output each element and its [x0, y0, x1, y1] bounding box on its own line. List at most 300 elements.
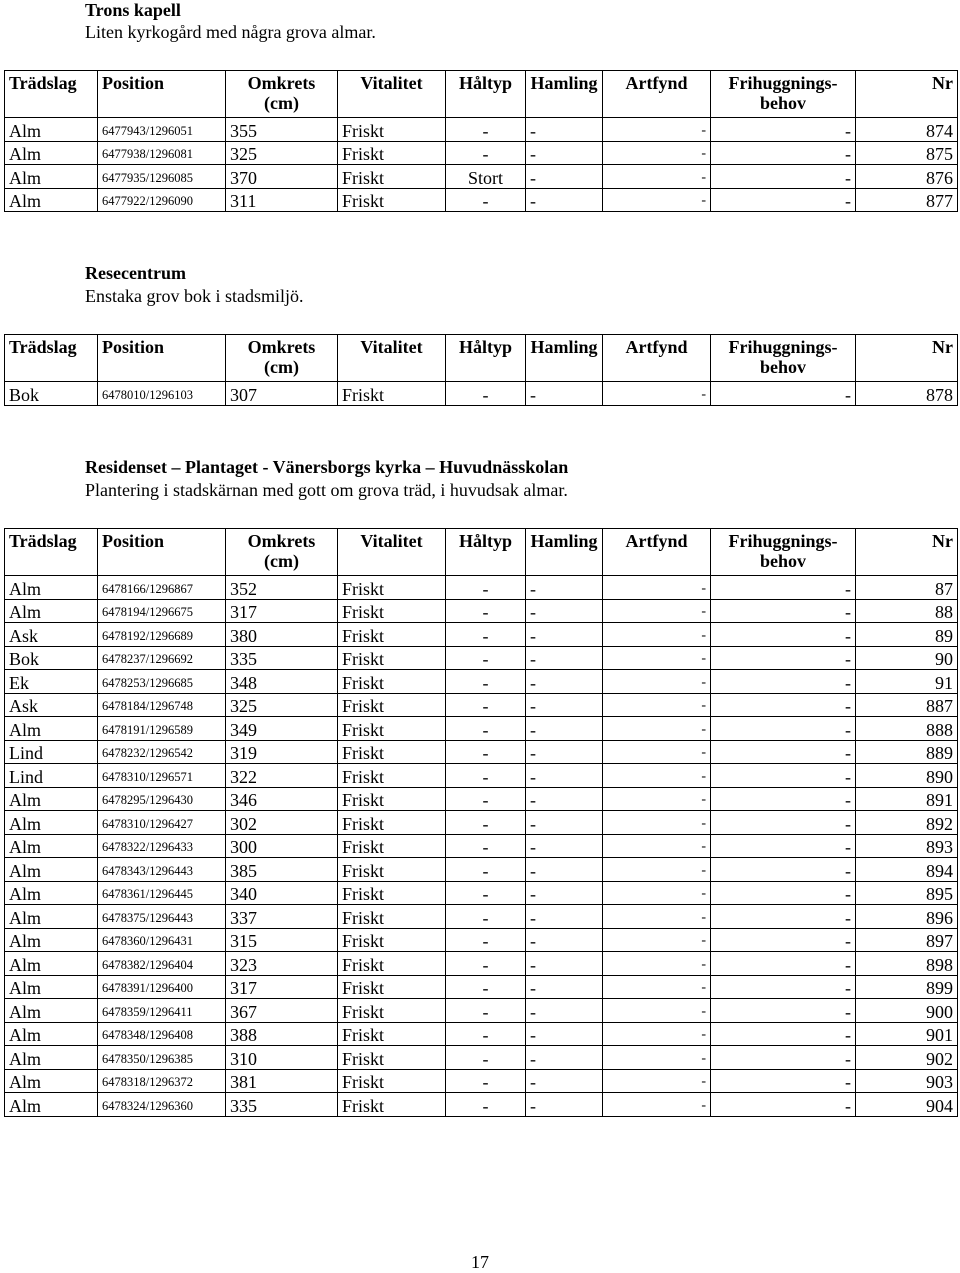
header-nr [856, 335, 958, 382]
cell-vitality: Friskt [338, 1046, 446, 1070]
cell-position: 6478361/1296445 [98, 881, 226, 905]
table-row [5, 975, 958, 999]
cell-finds: - [603, 881, 711, 905]
cell-species: Alm [5, 881, 98, 905]
cell-vitality: Friskt [338, 811, 446, 835]
header-circumference-line: Omkrets [247, 337, 316, 357]
cell-vitality: Friskt [338, 975, 446, 999]
header-vitality [338, 529, 446, 576]
cell-nr: 897 [856, 928, 958, 952]
cell-species: Alm [5, 576, 98, 600]
cell-release: - [711, 881, 856, 905]
cell-position: 6478166/1296867 [98, 576, 226, 600]
cell-circumference: 325 [226, 693, 338, 717]
cell-species: Alm [5, 717, 98, 741]
table-row [5, 1022, 958, 1046]
cell-species: Alm [5, 141, 98, 165]
header-vitality [338, 335, 446, 382]
cell-nr: 876 [856, 165, 958, 189]
header-circumference-line: (cm) [264, 357, 299, 377]
cell-circumference: 348 [226, 670, 338, 694]
cell-pollard: - [526, 952, 603, 976]
header-finds [603, 71, 711, 118]
cell-finds: - [603, 858, 711, 882]
cell-cavity: - [446, 717, 526, 741]
cell-cavity: - [446, 623, 526, 647]
cell-pollard: - [526, 623, 603, 647]
table-row [5, 928, 958, 952]
cell-pollard: - [526, 188, 603, 212]
cell-pollard: - [526, 717, 603, 741]
cell-finds: - [603, 834, 711, 858]
cell-pollard: - [526, 928, 603, 952]
cell-release: - [711, 670, 856, 694]
cell-vitality: Friskt [338, 952, 446, 976]
cell-species: Bok [5, 382, 98, 406]
cell-finds: - [603, 1046, 711, 1070]
cell-vitality: Friskt [338, 141, 446, 165]
table-row [5, 646, 958, 670]
cell-nr: 894 [856, 858, 958, 882]
cell-species: Bok [5, 646, 98, 670]
cell-finds: - [603, 1022, 711, 1046]
header-finds [603, 529, 711, 576]
table-row [5, 118, 958, 142]
cell-nr: 888 [856, 717, 958, 741]
table-row [5, 1093, 958, 1117]
cell-finds: - [603, 165, 711, 189]
header-release-line: behov [759, 357, 806, 377]
cell-vitality: Friskt [338, 599, 446, 623]
tree-table [4, 334, 958, 406]
header-species-line: Trädslag [9, 531, 77, 551]
cell-pollard: - [526, 382, 603, 406]
cell-cavity: - [446, 740, 526, 764]
cell-circumference: 346 [226, 787, 338, 811]
cell-finds: - [603, 905, 711, 929]
cell-position: 6478237/1296692 [98, 646, 226, 670]
cell-vitality: Friskt [338, 764, 446, 788]
table-row [5, 787, 958, 811]
cell-circumference: 319 [226, 740, 338, 764]
table-row [5, 1069, 958, 1093]
cell-cavity: - [446, 646, 526, 670]
table-header-row [5, 335, 958, 382]
cell-release: - [711, 811, 856, 835]
cell-nr: 887 [856, 693, 958, 717]
cell-cavity: - [446, 764, 526, 788]
cell-position: 6478375/1296443 [98, 905, 226, 929]
cell-finds: - [603, 141, 711, 165]
cell-position: 6478359/1296411 [98, 999, 226, 1023]
cell-circumference: 380 [226, 623, 338, 647]
header-release-line: behov [759, 93, 806, 113]
cell-pollard: - [526, 975, 603, 999]
cell-release: - [711, 1093, 856, 1117]
cell-position: 6478253/1296685 [98, 670, 226, 694]
cell-nr: 88 [856, 599, 958, 623]
cell-pollard: - [526, 858, 603, 882]
header-cavity [446, 71, 526, 118]
cell-species: Alm [5, 1046, 98, 1070]
cell-pollard: - [526, 999, 603, 1023]
cell-finds: - [603, 717, 711, 741]
cell-cavity: - [446, 118, 526, 142]
cell-circumference: 302 [226, 811, 338, 835]
cell-circumference: 317 [226, 599, 338, 623]
header-pollard-line: Hamling [530, 337, 598, 357]
cell-species: Alm [5, 858, 98, 882]
header-nr-line: Nr [932, 73, 953, 93]
cell-position: 6478010/1296103 [98, 382, 226, 406]
cell-nr: 878 [856, 382, 958, 406]
cell-vitality: Friskt [338, 834, 446, 858]
section-description: Enstaka grov bok i stadsmiljö. [85, 286, 304, 306]
header-pollard [526, 335, 603, 382]
header-species [5, 71, 98, 118]
cell-pollard: - [526, 764, 603, 788]
cell-species: Alm [5, 1093, 98, 1117]
header-pollard [526, 529, 603, 576]
cell-circumference: 307 [226, 382, 338, 406]
cell-finds: - [603, 952, 711, 976]
cell-vitality: Friskt [338, 740, 446, 764]
cell-species: Alm [5, 787, 98, 811]
table-row [5, 382, 958, 406]
cell-finds: - [603, 999, 711, 1023]
cell-nr: 901 [856, 1022, 958, 1046]
cell-species: Alm [5, 975, 98, 999]
cell-circumference: 385 [226, 858, 338, 882]
cell-position: 6478318/1296372 [98, 1069, 226, 1093]
cell-release: - [711, 599, 856, 623]
cell-nr: 903 [856, 1069, 958, 1093]
cell-vitality: Friskt [338, 670, 446, 694]
header-vitality-line: Vitalitet [360, 73, 423, 93]
cell-cavity: - [446, 787, 526, 811]
header-species [5, 335, 98, 382]
header-position-line: Position [102, 531, 165, 551]
section-title: Residenset – Plantaget - Vänersborgs kyrka – Huvudnässkolan [85, 457, 569, 477]
cell-position: 6478382/1296404 [98, 952, 226, 976]
header-release [711, 71, 856, 118]
cell-release: - [711, 834, 856, 858]
cell-pollard: - [526, 165, 603, 189]
header-nr-line: Nr [932, 531, 953, 551]
cell-position: 6478348/1296408 [98, 1022, 226, 1046]
cell-release: - [711, 382, 856, 406]
cell-pollard: - [526, 646, 603, 670]
cell-circumference: 340 [226, 881, 338, 905]
cell-pollard: - [526, 576, 603, 600]
header-release-line: behov [759, 551, 806, 571]
cell-nr: 90 [856, 646, 958, 670]
cell-nr: 899 [856, 975, 958, 999]
cell-nr: 877 [856, 188, 958, 212]
cell-position: 6478310/1296571 [98, 764, 226, 788]
table-row [5, 905, 958, 929]
cell-circumference: 311 [226, 188, 338, 212]
cell-species: Ask [5, 623, 98, 647]
cell-pollard: - [526, 599, 603, 623]
cell-nr: 896 [856, 905, 958, 929]
table-header-row [5, 529, 958, 576]
cell-cavity: - [446, 670, 526, 694]
cell-position: 6478324/1296360 [98, 1093, 226, 1117]
cell-cavity: - [446, 693, 526, 717]
header-nr [856, 529, 958, 576]
cell-pollard: - [526, 1069, 603, 1093]
cell-vitality: Friskt [338, 1022, 446, 1046]
header-pollard-line: Hamling [530, 73, 598, 93]
cell-position: 6477938/1296081 [98, 141, 226, 165]
cell-finds: - [603, 576, 711, 600]
cell-finds: - [603, 670, 711, 694]
cell-circumference: 367 [226, 999, 338, 1023]
cell-vitality: Friskt [338, 576, 446, 600]
header-position [98, 71, 226, 118]
cell-position: 6478360/1296431 [98, 928, 226, 952]
table-row [5, 811, 958, 835]
cell-cavity: - [446, 905, 526, 929]
cell-finds: - [603, 118, 711, 142]
cell-pollard: - [526, 1093, 603, 1117]
cell-vitality: Friskt [338, 693, 446, 717]
cell-release: - [711, 905, 856, 929]
cell-species: Ask [5, 693, 98, 717]
table-row [5, 952, 958, 976]
table-row [5, 999, 958, 1023]
header-release [711, 335, 856, 382]
cell-release: - [711, 623, 856, 647]
cell-cavity: - [446, 881, 526, 905]
header-nr-line: Nr [932, 337, 953, 357]
header-pollard [526, 71, 603, 118]
header-circumference-line: Omkrets [247, 73, 316, 93]
header-release-line: Frihuggnings- [728, 73, 838, 93]
cell-cavity: - [446, 382, 526, 406]
cell-circumference: 325 [226, 141, 338, 165]
cell-nr: 889 [856, 740, 958, 764]
header-circumference-line: (cm) [264, 93, 299, 113]
cell-species: Lind [5, 740, 98, 764]
cell-finds: - [603, 188, 711, 212]
header-vitality-line: Vitalitet [360, 337, 423, 357]
cell-position: 6478350/1296385 [98, 1046, 226, 1070]
cell-cavity: - [446, 928, 526, 952]
cell-cavity: - [446, 834, 526, 858]
cell-finds: - [603, 787, 711, 811]
table-row [5, 576, 958, 600]
cell-circumference: 335 [226, 646, 338, 670]
cell-vitality: Friskt [338, 1069, 446, 1093]
cell-nr: 874 [856, 118, 958, 142]
cell-position: 6478232/1296542 [98, 740, 226, 764]
table-row [5, 834, 958, 858]
cell-release: - [711, 1069, 856, 1093]
cell-release: - [711, 1022, 856, 1046]
cell-release: - [711, 975, 856, 999]
table-row [5, 188, 958, 212]
cell-position: 6478343/1296443 [98, 858, 226, 882]
cell-circumference: 388 [226, 1022, 338, 1046]
cell-vitality: Friskt [338, 1093, 446, 1117]
cell-position: 6478191/1296589 [98, 717, 226, 741]
cell-release: - [711, 952, 856, 976]
cell-vitality: Friskt [338, 717, 446, 741]
cell-vitality: Friskt [338, 905, 446, 929]
header-circumference-line: (cm) [264, 551, 299, 571]
cell-finds: - [603, 599, 711, 623]
header-finds-line: Artfynd [625, 337, 688, 357]
table-row [5, 599, 958, 623]
cell-nr: 893 [856, 834, 958, 858]
cell-nr: 902 [856, 1046, 958, 1070]
tree-table [4, 70, 958, 212]
cell-release: - [711, 141, 856, 165]
cell-species: Alm [5, 165, 98, 189]
cell-species: Alm [5, 188, 98, 212]
cell-position: 6477943/1296051 [98, 118, 226, 142]
cell-species: Lind [5, 764, 98, 788]
cell-finds: - [603, 811, 711, 835]
cell-nr: 91 [856, 670, 958, 694]
cell-vitality: Friskt [338, 623, 446, 647]
cell-species: Alm [5, 599, 98, 623]
cell-finds: - [603, 928, 711, 952]
cell-circumference: 355 [226, 118, 338, 142]
header-circumference-line: Omkrets [247, 531, 316, 551]
cell-release: - [711, 1046, 856, 1070]
table-row [5, 717, 958, 741]
cell-circumference: 349 [226, 717, 338, 741]
cell-finds: - [603, 975, 711, 999]
cell-release: - [711, 693, 856, 717]
cell-cavity: - [446, 188, 526, 212]
cell-pollard: - [526, 740, 603, 764]
cell-finds: - [603, 1069, 711, 1093]
cell-release: - [711, 858, 856, 882]
cell-circumference: 335 [226, 1093, 338, 1117]
cell-release: - [711, 165, 856, 189]
table-header-row [5, 71, 958, 118]
cell-species: Alm [5, 999, 98, 1023]
header-cavity-line: Håltyp [458, 337, 512, 357]
table-row [5, 670, 958, 694]
cell-finds: - [603, 764, 711, 788]
cell-species: Ek [5, 670, 98, 694]
cell-cavity: - [446, 1093, 526, 1117]
cell-position: 6478322/1296433 [98, 834, 226, 858]
cell-species: Alm [5, 905, 98, 929]
cell-position: 6478194/1296675 [98, 599, 226, 623]
header-finds-line: Artfynd [625, 531, 688, 551]
cell-circumference: 323 [226, 952, 338, 976]
cell-nr: 892 [856, 811, 958, 835]
cell-pollard: - [526, 834, 603, 858]
cell-finds: - [603, 693, 711, 717]
header-circumference [226, 71, 338, 118]
cell-nr: 904 [856, 1093, 958, 1117]
cell-pollard: - [526, 670, 603, 694]
cell-circumference: 337 [226, 905, 338, 929]
cell-release: - [711, 928, 856, 952]
section-description: Liten kyrkogård med några grova almar. [85, 22, 376, 42]
cell-release: - [711, 787, 856, 811]
cell-vitality: Friskt [338, 188, 446, 212]
cell-nr: 891 [856, 787, 958, 811]
cell-vitality: Friskt [338, 881, 446, 905]
cell-release: - [711, 576, 856, 600]
cell-position: 6478310/1296427 [98, 811, 226, 835]
header-species-line: Trädslag [9, 337, 77, 357]
header-cavity-line: Håltyp [458, 531, 512, 551]
cell-pollard: - [526, 118, 603, 142]
cell-vitality: Friskt [338, 118, 446, 142]
cell-nr: 89 [856, 623, 958, 647]
cell-cavity: Stort [446, 165, 526, 189]
table-row [5, 764, 958, 788]
cell-vitality: Friskt [338, 787, 446, 811]
header-release-line: Frihuggnings- [728, 531, 838, 551]
cell-cavity: - [446, 576, 526, 600]
cell-finds: - [603, 646, 711, 670]
table-row [5, 165, 958, 189]
cell-finds: - [603, 623, 711, 647]
cell-release: - [711, 999, 856, 1023]
cell-pollard: - [526, 141, 603, 165]
cell-vitality: Friskt [338, 928, 446, 952]
cell-circumference: 322 [226, 764, 338, 788]
cell-finds: - [603, 1093, 711, 1117]
cell-vitality: Friskt [338, 165, 446, 189]
cell-cavity: - [446, 858, 526, 882]
cell-circumference: 310 [226, 1046, 338, 1070]
cell-cavity: - [446, 141, 526, 165]
section-title: Resecentrum [85, 263, 186, 283]
cell-cavity: - [446, 975, 526, 999]
cell-species: Alm [5, 834, 98, 858]
cell-species: Alm [5, 1022, 98, 1046]
table-row [5, 740, 958, 764]
header-finds-line: Artfynd [625, 73, 688, 93]
cell-nr: 890 [856, 764, 958, 788]
cell-species: Alm [5, 811, 98, 835]
cell-circumference: 315 [226, 928, 338, 952]
cell-release: - [711, 740, 856, 764]
table-row [5, 881, 958, 905]
cell-release: - [711, 118, 856, 142]
header-pollard-line: Hamling [530, 531, 598, 551]
section-description: Plantering i stadskärnan med gott om grova träd, i huvudsak almar. [85, 480, 568, 500]
cell-cavity: - [446, 1069, 526, 1093]
header-circumference [226, 529, 338, 576]
header-species-line: Trädslag [9, 73, 77, 93]
cell-circumference: 370 [226, 165, 338, 189]
cell-cavity: - [446, 599, 526, 623]
header-circumference [226, 335, 338, 382]
cell-pollard: - [526, 1046, 603, 1070]
table-row [5, 693, 958, 717]
table-row [5, 1046, 958, 1070]
header-species [5, 529, 98, 576]
table-row [5, 623, 958, 647]
header-finds [603, 335, 711, 382]
cell-cavity: - [446, 952, 526, 976]
cell-position: 6478391/1296400 [98, 975, 226, 999]
cell-release: - [711, 646, 856, 670]
header-release [711, 529, 856, 576]
